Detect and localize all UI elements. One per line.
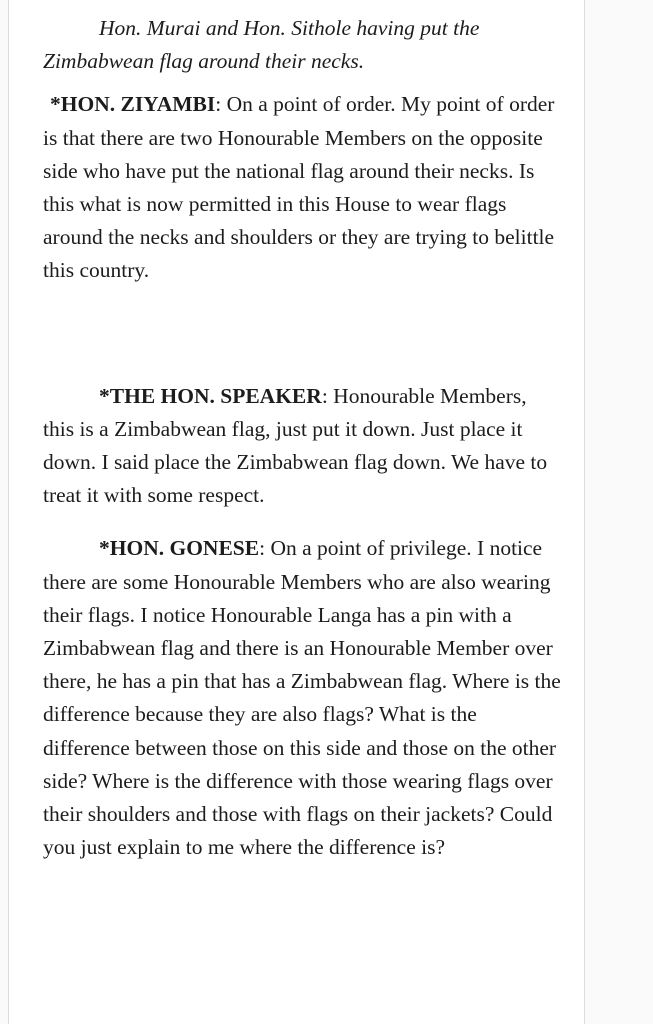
document-page [8,0,585,1024]
speech-text: : On a point of privilege. I notice there are some Honourable Members who are also wearing their flags. I notice Honourable Langa has a pin with a Zimbabwean flag and there is an Honourable Member over there, he has a pin that has a Zimbabwean flag. Where is the difference because they are also flags? What is the difference between those on this side and those on the other side? Where is the difference with those wearing flags over their shoulders and those with flags on their jackets? Could you just explain to me where the difference is? [43,536,561,860]
speaker-name: *THE HON. SPEAKER [99,383,322,408]
stage-direction: Hon. Murai and Hon. Sithole having put the Zimbabwean flag around their necks. [43,16,480,74]
speech-text: : On a point of order. My point of order is that there are two Honourable Members on the opposite side who have put the national flag around their necks. Is this what is now permitted in this House to wear flags around the necks and shoulders or they are trying to belittle this country. [43,92,555,283]
speech-speaker [43,380,563,513]
speech-ziyambi [43,88,563,287]
paragraph-gap [43,512,563,532]
paragraph-gap [43,288,563,380]
speech-gonese [43,532,563,864]
speech-text: : Honourable Members, this is a Zimbabwean flag, just put it down. Just place it down. I said place the Zimbabwean flag down. We have to treat it with some respect. [43,383,548,508]
speaker-name: *HON. ZIYAMBI [50,92,216,117]
speaker-name: *HON. GONESE [99,536,260,561]
hansard-text [43,12,563,864]
